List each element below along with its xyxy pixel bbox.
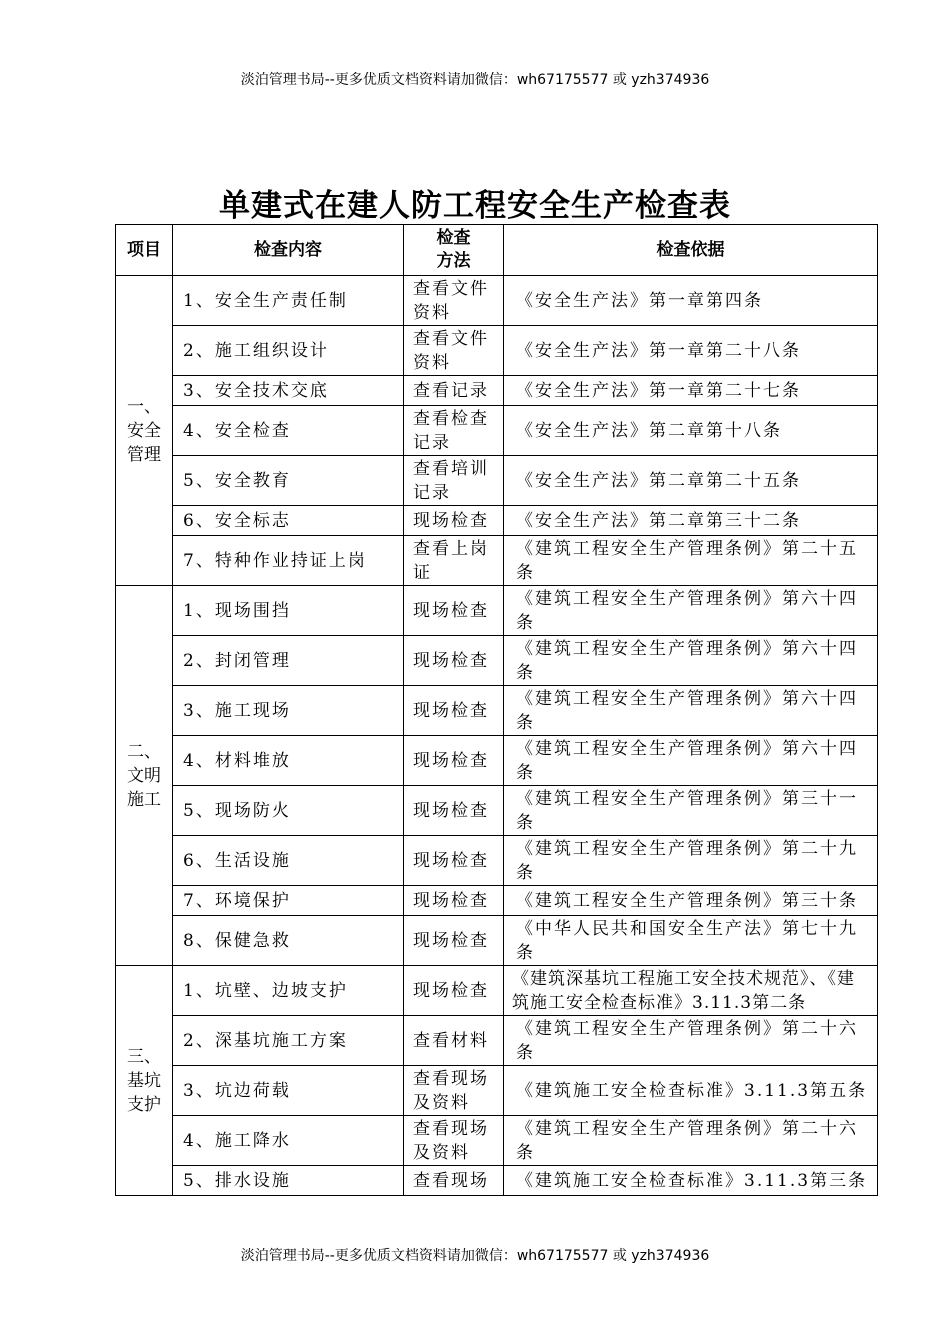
check-content: 2、深基坑施工方案 (173, 1016, 404, 1066)
check-basis: 《建筑工程安全生产管理条例》第六十四条 (504, 686, 878, 736)
check-method: 现场检查 (404, 636, 504, 686)
table-row (116, 686, 878, 736)
check-method: 查看培训记录 (404, 456, 504, 506)
check-content: 2、封闭管理 (173, 636, 404, 686)
table-row (116, 276, 878, 326)
check-basis: 《建筑工程安全生产管理条例》第六十四条 (504, 636, 878, 686)
check-content: 4、施工降水 (173, 1116, 404, 1166)
check-basis: 《建筑工程安全生产管理条例》第二十六条 (504, 1016, 878, 1066)
check-basis: 《建筑工程安全生产管理条例》第二十九条 (504, 836, 878, 886)
check-method: 查看记录 (404, 376, 504, 406)
section-label: 一、 安全 管理 (116, 276, 173, 586)
table-row (116, 406, 878, 456)
table-row (116, 506, 878, 536)
check-method: 查看现场及资料 (404, 1116, 504, 1166)
check-content: 6、生活设施 (173, 836, 404, 886)
check-basis: 《安全生产法》第一章第二十七条 (504, 376, 878, 406)
header-note: 淡泊管理书局--更多优质文档资料请加微信：wh67175577 或 yzh374936 (240, 72, 710, 88)
table-row (116, 1016, 878, 1066)
check-basis: 《安全生产法》第二章第三十二条 (504, 506, 878, 536)
table-row (116, 376, 878, 406)
col-header-method: 检查 方法 (404, 225, 504, 276)
section-label: 二、 文明 施工 (116, 586, 173, 966)
table-row (116, 1066, 878, 1116)
check-content: 3、安全技术交底 (173, 376, 404, 406)
check-method: 现场检查 (404, 686, 504, 736)
check-content: 5、排水设施 (173, 1166, 404, 1196)
table-row (116, 456, 878, 506)
table-row (116, 536, 878, 586)
table-row (116, 966, 878, 1016)
check-basis: 《建筑工程安全生产管理条例》第二十五条 (504, 536, 878, 586)
col-header-basis: 检查依据 (504, 225, 878, 276)
table-row (116, 1116, 878, 1166)
check-content: 1、坑壁、边坡支护 (173, 966, 404, 1016)
check-method: 现场检查 (404, 886, 504, 916)
check-content: 2、施工组织设计 (173, 326, 404, 376)
check-method: 现场检查 (404, 966, 504, 1016)
check-basis: 《建筑工程安全生产管理条例》第三十条 (504, 886, 878, 916)
check-basis: 《建筑深基坑工程施工安全技术规范》、《建筑施工安全检查标准》3.11.3第二条 (504, 966, 878, 1016)
check-basis: 《安全生产法》第一章第四条 (504, 276, 878, 326)
check-content: 3、坑边荷载 (173, 1066, 404, 1116)
check-basis: 《建筑施工安全检查标准》3.11.3第五条 (504, 1066, 878, 1116)
check-method: 查看现场 (404, 1166, 504, 1196)
check-method: 现场检查 (404, 836, 504, 886)
check-content: 7、特种作业持证上岗 (173, 536, 404, 586)
check-basis: 《建筑工程安全生产管理条例》第二十六条 (504, 1116, 878, 1166)
section-label: 三、 基坑 支护 (116, 966, 173, 1196)
check-method: 查看上岗证 (404, 536, 504, 586)
check-content: 4、安全检查 (173, 406, 404, 456)
check-method: 查看文件资料 (404, 326, 504, 376)
table-row (116, 636, 878, 686)
page-title: 单建式在建人防工程安全生产检查表 (219, 188, 731, 224)
footer-note: 淡泊管理书局--更多优质文档资料请加微信：wh67175577 或 yzh374936 (240, 1248, 710, 1264)
table-row (116, 836, 878, 886)
check-method: 查看现场及资料 (404, 1066, 504, 1116)
check-content: 5、安全教育 (173, 456, 404, 506)
check-basis: 《安全生产法》第二章第二十五条 (504, 456, 878, 506)
col-header-item: 项目 (116, 225, 173, 276)
table-row (116, 916, 878, 966)
check-method: 查看文件资料 (404, 276, 504, 326)
check-basis: 《建筑工程安全生产管理条例》第六十四条 (504, 736, 878, 786)
check-content: 1、安全生产责任制 (173, 276, 404, 326)
check-basis: 《建筑工程安全生产管理条例》第三十一条 (504, 786, 878, 836)
table-row (116, 736, 878, 786)
check-content: 6、安全标志 (173, 506, 404, 536)
table-header-row (116, 225, 878, 276)
check-basis: 《安全生产法》第二章第十八条 (504, 406, 878, 456)
check-method: 现场检查 (404, 786, 504, 836)
check-content: 8、保健急救 (173, 916, 404, 966)
check-method: 查看材料 (404, 1016, 504, 1066)
table-row (116, 586, 878, 636)
table-row (116, 326, 878, 376)
check-method: 现场检查 (404, 916, 504, 966)
check-basis: 《安全生产法》第一章第二十八条 (504, 326, 878, 376)
check-content: 3、施工现场 (173, 686, 404, 736)
check-basis: 《建筑工程安全生产管理条例》第六十四条 (504, 586, 878, 636)
check-content: 1、现场围挡 (173, 586, 404, 636)
table-row (116, 786, 878, 836)
check-method: 现场检查 (404, 586, 504, 636)
table-row (116, 1166, 878, 1196)
col-header-content: 检查内容 (173, 225, 404, 276)
check-content: 7、环境保护 (173, 886, 404, 916)
check-basis: 《建筑施工安全检查标准》3.11.3第三条 (504, 1166, 878, 1196)
check-content: 5、现场防火 (173, 786, 404, 836)
check-method: 现场检查 (404, 736, 504, 786)
inspection-table (115, 224, 878, 1196)
check-method: 查看检查记录 (404, 406, 504, 456)
check-basis: 《中华人民共和国安全生产法》第七十九条 (504, 916, 878, 966)
check-method: 现场检查 (404, 506, 504, 536)
check-content: 4、材料堆放 (173, 736, 404, 786)
table-row (116, 886, 878, 916)
